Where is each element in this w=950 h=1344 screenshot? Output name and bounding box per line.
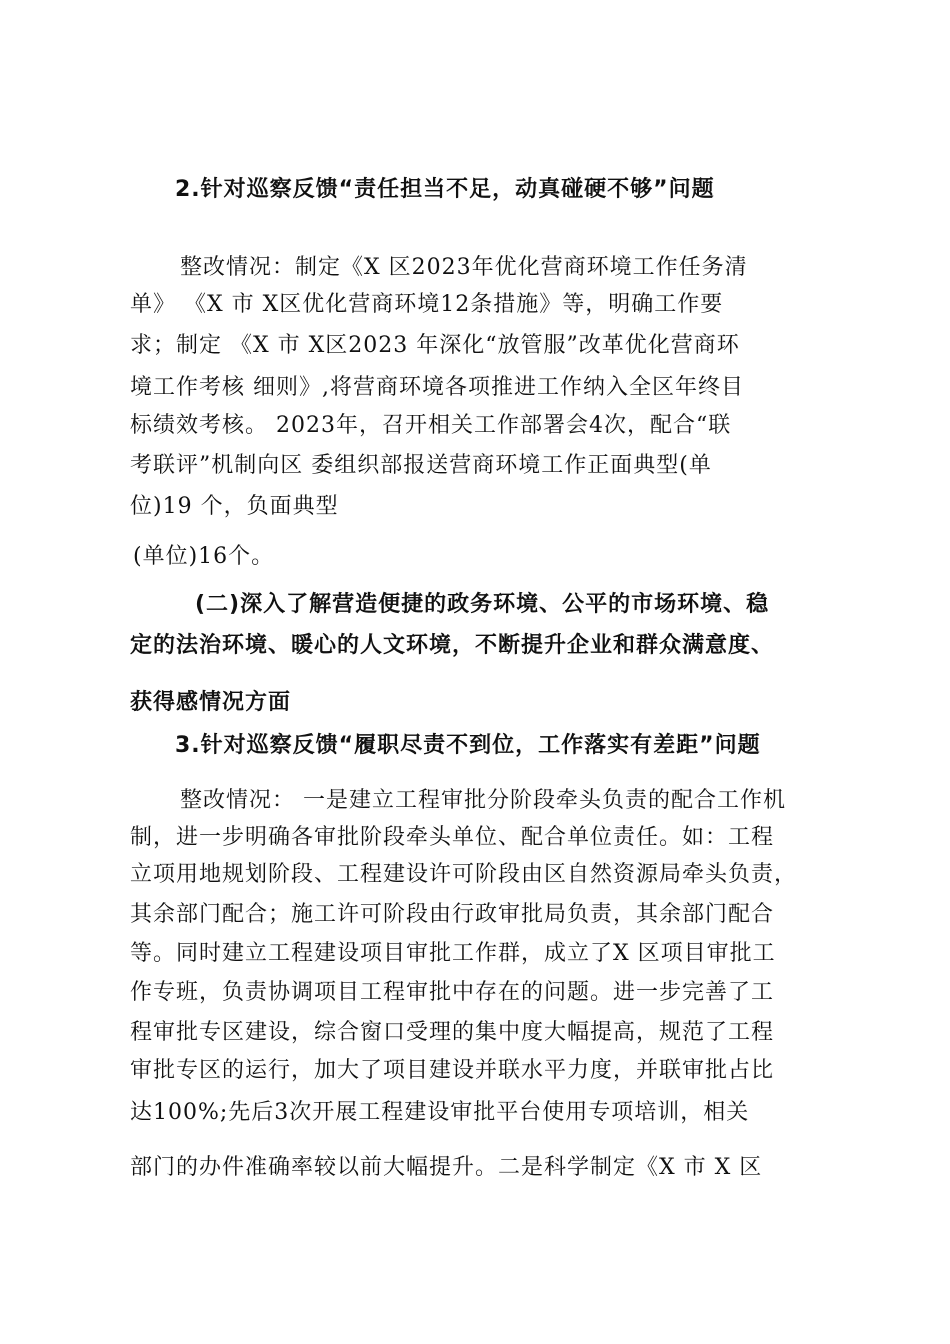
paragraph-2-line-4: 其余部门配合；施工许可阶段由行政审批局负责，其余部门配合	[130, 902, 775, 927]
section-2-heading-line-1: (二)深入了解营造便捷的政务环境、公平的市场环境、稳	[195, 592, 770, 617]
heading-item-3: 3.针对巡察反馈“履职尽责不到位，工作落实有差距”问题	[175, 733, 761, 758]
paragraph-1-line-7: 位)19 个，负面典型	[130, 494, 339, 519]
paragraph-2-line-7: 程审批专区建设，综合窗口受理的集中度大幅提高，规范了工程	[130, 1020, 775, 1045]
section-2-heading-line-2: 定的法治环境、暖心的人文环境，不断提升企业和群众满意度、	[130, 633, 775, 658]
paragraph-1-line-8: (单位)16个。	[133, 544, 275, 569]
paragraph-2-line-8: 审批专区的运行，加大了项目建设并联水平力度，并联审批占比	[130, 1058, 775, 1083]
paragraph-1-line-5: 标绩效考核。 2023年，召开相关工作部署会4次，配合“联	[130, 413, 732, 438]
paragraph-1-line-2: 单》 《X 市 X区优化营商环境12条措施》等，明确工作要	[130, 292, 724, 317]
paragraph-1-line-3: 求；制定 《X 市 X区2023 年深化“放管服”改革优化营商环	[130, 333, 740, 358]
paragraph-2-line-3: 立项用地规划阶段、工程建设许可阶段由区自然资源局牵头负责，	[130, 862, 798, 887]
paragraph-2-line-5: 等。同时建立工程建设项目审批工作群，成立了X 区项目审批工	[130, 941, 776, 966]
paragraph-2-line-9: 达100%;先后3次开展工程建设审批平台使用专项培训，相关	[130, 1100, 750, 1125]
paragraph-2-line-10: 部门的办件准确率较以前大幅提升。二是科学制定《X 市 X 区	[130, 1155, 763, 1180]
paragraph-1-line-4: 境工作考核 细则》,将营商环境各项推进工作纳入全区年终目	[130, 375, 744, 400]
paragraph-2-line-1: 整改情况： 一是建立工程审批分阶段牵头负责的配合工作机	[180, 788, 786, 813]
paragraph-1-line-1: 整改情况：制定《X 区2023年优化营商环境工作任务清	[180, 255, 748, 280]
section-2-heading-line-3: 获得感情况方面	[130, 690, 292, 715]
heading-item-2: 2.针对巡察反馈“责任担当不足，动真碰硬不够”问题	[175, 177, 715, 202]
paragraph-2-line-2: 制，进一步明确各审批阶段牵头单位、配合单位责任。如：工程	[130, 825, 775, 850]
paragraph-1-line-6: 考联评”机制向区 委组织部报送营商环境工作正面典型(单	[130, 453, 712, 478]
paragraph-2-line-6: 作专班，负责协调项目工程审批中存在的问题。进一步完善了工	[130, 980, 775, 1005]
